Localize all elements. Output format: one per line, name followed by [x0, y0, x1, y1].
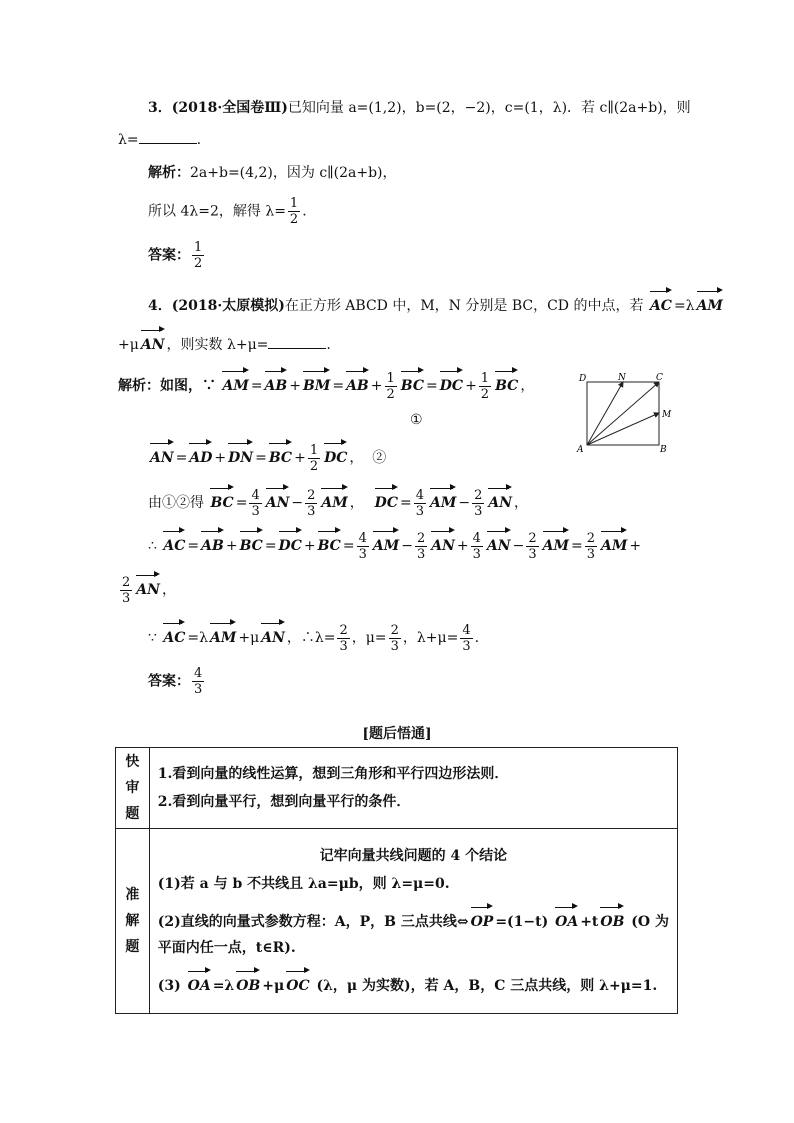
vector-an-line	[587, 382, 623, 445]
q3-answer-blank	[139, 131, 197, 144]
vec-ad: AD	[189, 440, 212, 468]
q3-solution-line2: 所以 4λ=2，解得 λ= $\frac{1}{2}$ .	[148, 196, 307, 227]
q3-solution-text1: 2a+b=(4,2)，因为 c∥(2a+b)，	[190, 165, 397, 181]
vec-bc: BC	[240, 528, 263, 556]
vec-op: OP	[471, 904, 494, 932]
label-b: B	[660, 445, 667, 455]
summary-row-solve	[116, 829, 678, 1014]
fraction-four-thirds: $\frac{4}{3}$	[358, 530, 367, 562]
q4-stem-tail: ，则实数 λ+μ=	[166, 337, 269, 353]
vec-am: AM	[321, 485, 347, 513]
fraction-two-thirds: $\frac{2}{3}$	[390, 622, 399, 654]
fraction-four-thirds: $\frac{4}{3}$	[462, 622, 471, 654]
row2-title: 记牢向量共线问题的 4 个结论	[319, 848, 508, 864]
vec-oa: OA	[555, 904, 578, 932]
vec-bm: BM	[303, 368, 330, 396]
fraction-four-thirds: $\frac{4}{3}$	[472, 530, 481, 562]
summary-table	[115, 747, 678, 1014]
fraction-two-thirds: $\frac{2}{3}$	[474, 487, 483, 519]
q3-source: (2018·全国卷Ⅲ)	[171, 100, 288, 116]
q3-stem: 已知向量 a=(1,2)，b=(2，−2)，c=(1，λ)．若 c∥(2a+b)，则	[287, 100, 691, 116]
label-d: D	[579, 374, 587, 384]
row1-content	[149, 748, 677, 829]
q3-blank-line	[118, 130, 201, 150]
vec-an: AN	[136, 572, 160, 600]
q4-solution-line5: ∵ AC =λ AM +μ AN ，∴λ= $\frac{2}{3}$ ，μ= $\frac{2}{3}$ ，λ+μ= $\frac{4}{3}$ .	[148, 620, 479, 654]
vec-bc: BC	[495, 368, 518, 396]
row2-content	[149, 829, 677, 1014]
q4-stem-line: 4．(2018·太原模拟)在正方形 ABCD 中，M，N 分别是 BC，CD 的中点，若 AC =λ AM	[148, 288, 725, 316]
q4-solution-line4: ∴ AC = AB + BC = DC + BC = $\frac{4}{3}$ AM − $\frac{2}{3}$ AN + $\frac{4}{3}$ AN − $\frac{2}{3}$ AM = $\frac{2}{3}$ AM +	[148, 528, 641, 562]
vec-am: AM	[373, 528, 399, 556]
q3-number: 3．	[148, 100, 172, 116]
vec-oc: OC	[286, 968, 309, 996]
vec-dc: DC	[279, 528, 302, 556]
vector-am-line	[587, 413, 659, 445]
q4-solution-line2: AN = AD + DN = BC + $\frac{1}{2}$ DC ， ②	[148, 440, 386, 474]
vec-ac: AC	[163, 528, 185, 556]
q4-answer-label: 答案：	[148, 673, 190, 690]
vec-am: AM	[210, 620, 236, 648]
vec-ac: AC	[650, 288, 672, 316]
q4-stem: 在正方形 ABCD 中，M，N 分别是 BC，CD 的中点，若	[284, 298, 644, 314]
row2-side-label: 准 解 题	[116, 829, 150, 1014]
q4-stem-line2: +μ AN ，则实数 λ+μ= .	[118, 327, 331, 355]
fraction-two-thirds: $\frac{2}{3}$	[307, 487, 316, 519]
vec-dc: DC	[324, 440, 347, 468]
vec-ab: AB	[346, 368, 369, 396]
vec-ob: OB	[236, 968, 260, 996]
vec-an: AN	[141, 327, 165, 355]
q3-jiexi-label: 解析：	[148, 165, 190, 181]
vector-ac-line	[587, 382, 659, 445]
vec-an: AN	[261, 620, 285, 648]
fraction-two-thirds: $\frac{2}{3}$	[122, 574, 131, 606]
fraction-two-thirds: $\frac{2}{3}$	[586, 530, 595, 562]
row2-line1: (1)若 a 与 b 不共线且 λa=μb，则 λ=μ=0.	[157, 876, 450, 892]
vec-bc: BC	[318, 528, 341, 556]
fraction-half: $\frac{1}{2}$	[480, 370, 490, 402]
q4-solution-line3: 由①②得 BC = $\frac{4}{3}$ AN − $\frac{2}{3}$ AM ， DC = $\frac{4}{3}$ AM − $\frac{2}{3}$ AN ，	[148, 485, 528, 519]
label-n: N	[618, 373, 626, 383]
vec-oa: OA	[188, 968, 211, 996]
row2-line4: (3) OA =λ OB +μ OC (λ，μ 为实数)，若 A，B，C 三点共线，则 λ+μ=1.	[158, 968, 669, 996]
vec-dc: DC	[375, 485, 398, 513]
q3-period: .	[196, 132, 202, 148]
vec-an: AN	[150, 440, 174, 468]
vec-bc: BC	[269, 440, 292, 468]
row1-line1: 1.看到向量的线性运算，想到三角形和平行四边形法则．	[157, 766, 509, 782]
vec-dc: DC	[440, 368, 463, 396]
q4-number: 4．	[148, 298, 172, 314]
fraction-two-thirds: $\frac{2}{3}$	[339, 622, 348, 654]
q3-answer-fraction: $\frac{1}{2}$	[194, 240, 203, 271]
vec-dn: DN	[228, 440, 253, 468]
q4-mark-2: ②	[372, 450, 387, 466]
summary-row-review	[116, 748, 678, 829]
q3-lambda-eq: λ=	[118, 132, 139, 148]
q4-answer-line	[148, 666, 206, 697]
vec-an: AN	[487, 528, 511, 556]
q3-stem-line	[148, 98, 691, 118]
q4-solution-line4b: $\frac{2}{3}$ AN ，	[118, 572, 176, 606]
vec-am: AM	[543, 528, 569, 556]
q4-mu-result: ，μ=	[351, 630, 387, 646]
fraction-half: $\frac{1}{2}$	[386, 370, 395, 402]
vec-ac: AC	[163, 620, 185, 648]
q3-answer-line	[148, 240, 206, 271]
summary-title: [题后悟通]	[362, 726, 432, 742]
q4-answer-blank	[268, 336, 326, 349]
vec-an: AN	[266, 485, 290, 513]
row2-line2: (2)直线的向量式参数方程：A，P，B 三点共线⇔ OP =(1−t) OA +t OB (O 为	[158, 904, 669, 932]
q4-jiexi-label: 解析：如图，∵	[118, 378, 216, 394]
label-a: A	[577, 445, 584, 455]
vec-bc: BC	[210, 485, 233, 513]
vec-am: AM	[697, 288, 723, 316]
q3-solution-line1	[148, 163, 397, 183]
therefore-symbol: ∴	[148, 538, 157, 554]
label-c: C	[656, 373, 663, 383]
q4-lambda-result: ，∴λ=	[286, 630, 336, 646]
fraction-two-thirds: $\frac{2}{3}$	[528, 530, 537, 562]
vec-bc: BC	[401, 368, 424, 396]
q4-solution-line1: 解析：如图，∵ AM = AB + BM = AB + $\frac{1}{2}$ BC = DC + $\frac{1}{2}$ BC ，	[118, 368, 534, 402]
vec-ab: AB	[201, 528, 224, 556]
square-figure	[574, 372, 674, 458]
fraction-four-thirds: $\frac{4}{3}$	[251, 487, 260, 519]
vec-an: AN	[488, 485, 512, 513]
q4-sum-result: ，λ+μ=	[402, 630, 459, 646]
because-symbol: ∵	[148, 630, 157, 646]
row1-line2: 2.看到向量平行，想到向量平行的条件．	[157, 794, 411, 810]
vec-ob: OB	[600, 904, 624, 932]
vec-an: AN	[431, 528, 455, 556]
fraction-two-thirds: $\frac{2}{3}$	[416, 530, 426, 562]
q4-mark-1: ①	[410, 412, 423, 428]
q3-fraction-half: $\frac{1}{2}$	[289, 196, 299, 227]
q4-answer-fraction: $\frac{4}{3}$	[194, 666, 203, 697]
q3-answer-label: 答案：	[148, 247, 190, 264]
label-m: M	[662, 410, 672, 420]
fraction-half: $\frac{1}{2}$	[309, 442, 319, 474]
row2-line3: 平面内任一点，t∈R).	[157, 940, 296, 956]
q4-from-12: 由①②得	[148, 495, 204, 511]
row1-side-label: 快 审 题	[116, 748, 150, 829]
vec-am: AM	[430, 485, 456, 513]
vec-am: AM	[222, 368, 248, 396]
fraction-four-thirds: $\frac{4}{3}$	[415, 487, 424, 519]
vec-am: AM	[601, 528, 627, 556]
q3-solution-text2: 所以 4λ=2，解得 λ=	[148, 203, 286, 220]
q4-source: (2018·太原模拟)	[171, 298, 285, 314]
vec-ab: AB	[265, 368, 288, 396]
